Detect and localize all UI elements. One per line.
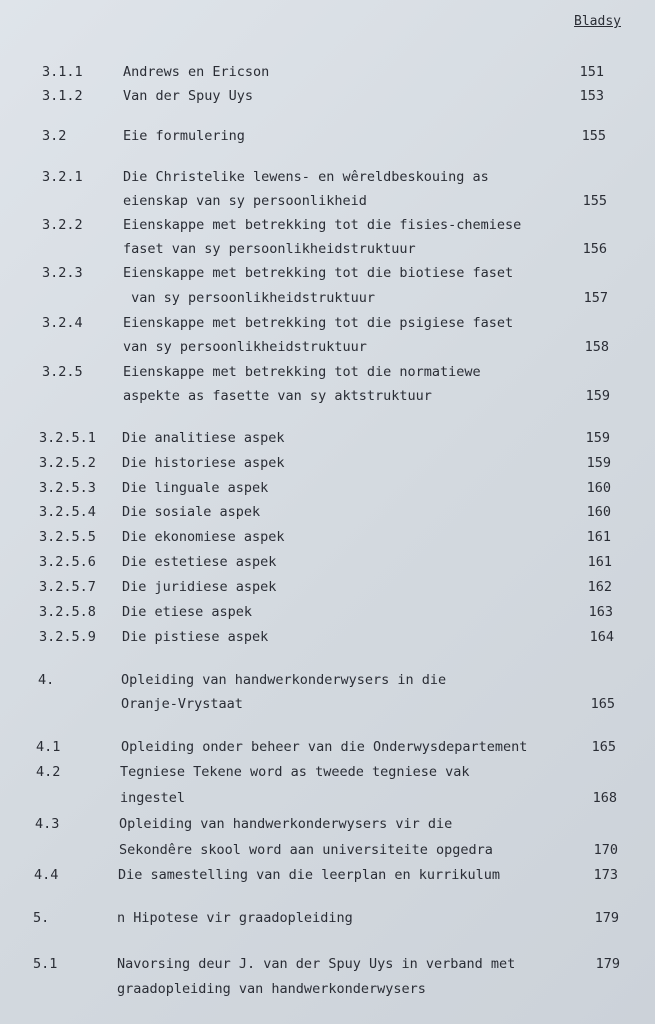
section-number: 5.1 bbox=[33, 956, 58, 972]
page-number: 164 bbox=[589, 629, 614, 645]
section-number: 4.1 bbox=[36, 739, 61, 755]
section-title: Eienskappe met betrekking tot die fisies-chemiese bbox=[123, 217, 522, 233]
toc-entry-line bbox=[0, 384, 655, 408]
section-number: 3.2.2 bbox=[42, 217, 83, 233]
section-title: graadopleiding van handwerkonderwysers bbox=[117, 981, 426, 997]
page-number: 161 bbox=[586, 529, 611, 545]
section-title: Eie formulering bbox=[123, 128, 245, 144]
section-title: n Hipotese vir graadopleiding bbox=[117, 910, 353, 926]
section-number: 4.3 bbox=[35, 816, 60, 832]
toc-entry-line bbox=[0, 952, 655, 976]
section-title: Die Christelike lewens- en wêreldbeskouing as bbox=[123, 169, 489, 185]
section-title: Opleiding van handwerkonderwysers in die bbox=[121, 672, 447, 688]
section-title: Die historiese aspek bbox=[122, 455, 285, 471]
section-title: Oranje-Vrystaat bbox=[121, 696, 243, 712]
section-number: 3.2 bbox=[42, 128, 67, 144]
page-number: 160 bbox=[586, 480, 611, 496]
section-number: 3.2.5.1 bbox=[39, 430, 96, 446]
toc-entry-line bbox=[0, 286, 655, 310]
toc-entry-line bbox=[0, 550, 655, 574]
section-title: Andrews en Ericson bbox=[123, 64, 270, 80]
section-title: Eienskappe met betrekking tot die biotiese faset bbox=[123, 265, 514, 281]
section-number: 3.2.5.2 bbox=[39, 455, 96, 471]
page-number: 165 bbox=[590, 696, 615, 712]
section-title: Die estetiese aspek bbox=[122, 554, 277, 570]
page-number: 159 bbox=[586, 455, 611, 471]
section-title: Tegniese Tekene word as tweede tegniese vak bbox=[120, 764, 470, 780]
toc-entry-line bbox=[0, 977, 655, 1001]
section-number: 3.2.5.4 bbox=[39, 504, 96, 520]
page-number: 162 bbox=[587, 579, 612, 595]
section-number: 3.2.3 bbox=[42, 265, 83, 281]
toc-entry-line bbox=[0, 863, 655, 887]
section-number: 3.1.1 bbox=[42, 64, 83, 80]
toc-entry-line bbox=[0, 575, 655, 599]
page-number: 165 bbox=[591, 739, 616, 755]
toc-entry-line bbox=[0, 525, 655, 549]
section-title: Die ekonomiese aspek bbox=[122, 529, 285, 545]
page-number: 155 bbox=[581, 128, 606, 144]
section-title: Die sosiale aspek bbox=[122, 504, 261, 520]
page-number: 179 bbox=[594, 910, 619, 926]
section-title: Die pistiese aspek bbox=[122, 629, 269, 645]
page-number: 159 bbox=[585, 430, 610, 446]
toc-entry-line bbox=[0, 692, 655, 716]
section-number: 3.1.2 bbox=[42, 88, 83, 104]
page-number: 155 bbox=[582, 193, 607, 209]
section-number: 3.2.5.9 bbox=[39, 629, 96, 645]
section-number: 3.2.5.6 bbox=[39, 554, 96, 570]
section-number: 5. bbox=[33, 910, 50, 926]
toc-entry-line bbox=[0, 165, 655, 189]
section-title: van sy persoonlikheidstruktuur bbox=[123, 290, 375, 306]
toc-entry-line bbox=[0, 237, 655, 261]
page-number: 157 bbox=[583, 290, 608, 306]
toc-entry-line bbox=[0, 906, 655, 930]
section-number: 3.2.1 bbox=[42, 169, 83, 185]
toc-entry-line bbox=[0, 476, 655, 500]
toc-entry-line bbox=[0, 812, 655, 836]
section-title: Die linguale aspek bbox=[122, 480, 269, 496]
section-title: Eienskappe met betrekking tot die psigiese faset bbox=[123, 315, 514, 331]
toc-entry-line bbox=[0, 600, 655, 624]
section-title: Die samestelling van die leerplan en kurrikulum bbox=[118, 867, 501, 883]
page-number: 160 bbox=[586, 504, 611, 520]
section-title: aspekte as fasette van sy aktstruktuur bbox=[123, 388, 432, 404]
page-number: 161 bbox=[587, 554, 612, 570]
toc-entry-line bbox=[0, 261, 655, 285]
section-title: Opleiding van handwerkonderwysers vir die bbox=[119, 816, 453, 832]
section-title: van sy persoonlikheidstruktuur bbox=[123, 339, 367, 355]
section-number: 3.2.5 bbox=[42, 364, 83, 380]
toc-entry-line bbox=[0, 124, 655, 148]
toc-entry-line bbox=[0, 84, 655, 108]
toc-entry-line bbox=[0, 213, 655, 237]
section-title: eienskap van sy persoonlikheid bbox=[123, 193, 367, 209]
page-number: 163 bbox=[588, 604, 613, 620]
section-title: Navorsing deur J. van der Spuy Uys in verband met bbox=[117, 956, 516, 972]
page-number: 158 bbox=[584, 339, 609, 355]
page-number: 173 bbox=[593, 867, 618, 883]
section-title: Die juridiese aspek bbox=[122, 579, 277, 595]
section-title: faset van sy persoonlikheidstruktuur bbox=[123, 241, 416, 257]
toc-entry-line bbox=[0, 786, 655, 810]
toc-entry-line bbox=[0, 189, 655, 213]
section-number: 3.2.4 bbox=[42, 315, 83, 331]
section-title: Opleiding onder beheer van die Onderwysdepartement bbox=[121, 739, 528, 755]
section-number: 3.2.5.5 bbox=[39, 529, 96, 545]
section-number: 4. bbox=[38, 672, 55, 688]
toc-entry-line bbox=[0, 760, 655, 784]
toc-entry-line bbox=[0, 735, 655, 759]
section-number: 3.2.5.3 bbox=[39, 480, 96, 496]
section-title: Van der Spuy Uys bbox=[123, 88, 254, 104]
toc-entry-line bbox=[0, 60, 655, 84]
section-title: Die analitiese aspek bbox=[122, 430, 285, 446]
section-number: 4.4 bbox=[34, 867, 59, 883]
section-title: ingestel bbox=[120, 790, 186, 806]
toc-entry-line bbox=[0, 668, 655, 692]
toc-entry-line bbox=[0, 838, 655, 862]
toc-entry-line bbox=[0, 335, 655, 359]
page-number: 156 bbox=[582, 241, 607, 257]
page-number: 151 bbox=[579, 64, 604, 80]
page-number: 179 bbox=[595, 956, 620, 972]
toc-entry-line bbox=[0, 451, 655, 475]
toc-entry-line bbox=[0, 625, 655, 649]
toc-entry-line bbox=[0, 500, 655, 524]
page-number: 159 bbox=[585, 388, 610, 404]
section-title: Sekondêre skool word aan universiteite opgedra bbox=[119, 842, 493, 858]
section-number: 3.2.5.7 bbox=[39, 579, 96, 595]
toc-entry-line bbox=[0, 311, 655, 335]
section-title: Eienskappe met betrekking tot die normatiewe bbox=[123, 364, 481, 380]
toc-entry-line bbox=[0, 360, 655, 384]
page-number: 170 bbox=[593, 842, 618, 858]
page-number: 168 bbox=[592, 790, 617, 806]
page-column-header: Bladsy bbox=[574, 14, 621, 29]
section-number: 3.2.5.8 bbox=[39, 604, 96, 620]
section-title: Die etiese aspek bbox=[122, 604, 253, 620]
toc-entry-line bbox=[0, 426, 655, 450]
page-number: 153 bbox=[579, 88, 604, 104]
section-number: 4.2 bbox=[36, 764, 61, 780]
